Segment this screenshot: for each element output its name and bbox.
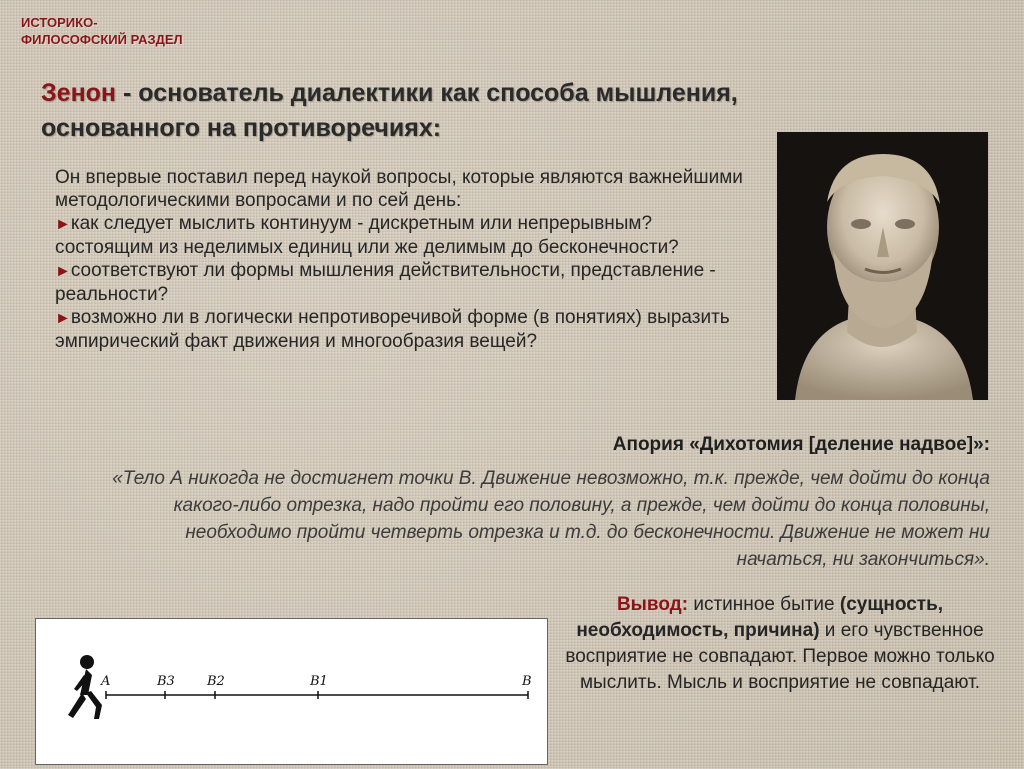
triangle-bullet-icon: ► xyxy=(55,263,71,280)
label-b: B xyxy=(522,674,532,689)
conclusion-label: Вывод: xyxy=(616,594,689,615)
bullet-item: ►как следует мыслить континуум - дискретным или непрерывным? состоящим из неделимых единиц или же делимым до бесконечности? xyxy=(55,213,679,258)
label-a: A xyxy=(101,674,111,689)
section-label xyxy=(21,14,261,48)
conclusion-text: Вывод: истинное бытие (сущность, необходимость, причина) и его чувственное восприятие не совпадают. Первое можно только мыслить. Мысль и восприятие не совпадают. xyxy=(565,594,995,693)
bullet-item: ►соответствуют ли формы мышления действительности, представление - реальности? xyxy=(55,260,716,305)
slide-title xyxy=(41,76,841,146)
dichotomy-diagram xyxy=(35,618,548,765)
aporia-quote: «Тело А никогда не достигнет точки В. Движение невозможно, т.к. прежде, чем дойти до конца какого-либо отрезка, надо пройти его половину, а прежде, чем дойти до конца половины, необходимо пройти четверть отрезка и т.д. до бесконечности. Движение не может ни начаться, ни закончиться». xyxy=(112,468,990,570)
section-label-line1: ИСТОРИКО- xyxy=(21,15,98,30)
aporia-heading: Апория «Дихотомия [деление надвое]»: xyxy=(612,434,990,455)
label-b2: B2 xyxy=(207,674,225,689)
triangle-bullet-icon: ► xyxy=(55,216,71,233)
intro-text xyxy=(55,166,755,353)
title-rest: - основатель диалектики как способа мышления, основанного на противоречиях: xyxy=(41,79,738,142)
walking-man-icon xyxy=(68,655,102,719)
zeno-bust-image xyxy=(777,132,988,400)
triangle-bullet-icon: ► xyxy=(55,310,71,327)
intro-lead: Он впервые поставил перед наукой вопросы, которые являются важнейшими методологическими вопросами и по сей день: xyxy=(55,167,743,211)
bust-illustration xyxy=(777,132,988,400)
section-label-line2: ФИЛОСОФСКИЙ РАЗДЕЛ xyxy=(21,32,183,47)
conclusion-bold: (сущность, необходимость, причина) xyxy=(576,594,944,641)
label-b1: B1 xyxy=(310,674,328,689)
dichotomy-line-svg xyxy=(36,619,547,764)
bullet-item: ►возможно ли в логически непротиворечивой форме (в понятиях) выразить эмпирический факт движения и многообразия вещей? xyxy=(55,307,730,352)
label-b3: B3 xyxy=(157,674,175,689)
title-name: Зенон xyxy=(41,79,117,107)
